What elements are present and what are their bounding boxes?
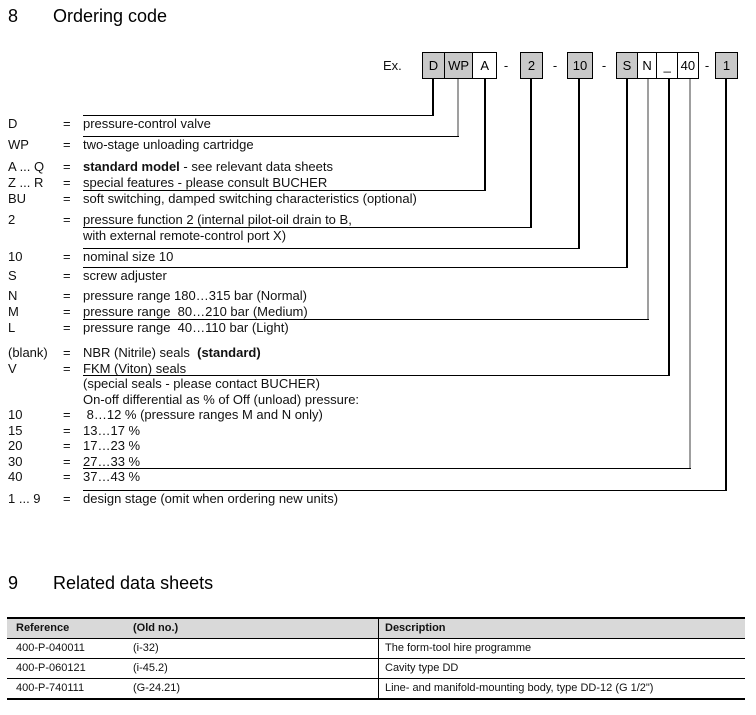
related-data-sheets-table	[7, 617, 745, 700]
cell-description: Cavity type DD	[385, 662, 459, 674]
equals-sign: =	[63, 137, 71, 152]
row-code: V	[8, 361, 17, 376]
equals-sign: =	[63, 191, 71, 206]
code-box-n: N	[637, 52, 658, 79]
row-description: 8…12 % (pressure ranges M and N only)	[83, 407, 323, 422]
row-description: special features - please consult BUCHER	[83, 175, 328, 190]
section-8-number: 8	[8, 6, 19, 26]
equals-sign: =	[63, 345, 71, 360]
code-box-2: 2	[520, 52, 543, 79]
equals-sign: =	[63, 175, 71, 190]
ordering-row-function2	[0, 196, 756, 227]
ordering-row-diff-30	[0, 438, 756, 469]
table-column-divider	[378, 619, 379, 698]
equals-sign: =	[63, 249, 71, 264]
equals-sign: =	[63, 268, 71, 283]
ordering-row-m	[0, 288, 756, 319]
code-separator-4: -	[704, 58, 710, 73]
ordering-row-d	[0, 100, 756, 131]
equals-sign: =	[63, 469, 71, 484]
ordering-row-diff-10	[0, 391, 756, 422]
equals-sign: =	[63, 491, 71, 506]
row-description: 13…17 %	[83, 423, 141, 438]
ordering-row-l	[0, 304, 756, 335]
ordering-row-v-seals-line2	[0, 360, 756, 391]
table-row	[7, 659, 745, 679]
row-code: 30	[8, 454, 23, 469]
code-box-40: 40	[677, 52, 699, 79]
row-code: 15	[8, 423, 23, 438]
code-box-s: S	[616, 52, 638, 79]
ordering-row-size10	[0, 233, 756, 264]
ordering-row-diff-20	[0, 422, 756, 453]
code-box-a: A	[472, 52, 497, 79]
code-box-d: D	[422, 52, 445, 79]
row-description: two-stage unloading cartridge	[83, 137, 254, 152]
cell-old-no: (i-45.2)	[133, 662, 168, 674]
cell-old-no: (G-24.21)	[133, 682, 181, 694]
row-description: pressure range 80…210 bar (Medium)	[83, 304, 308, 319]
code-separator-2: -	[552, 58, 558, 73]
row-code: L	[8, 320, 16, 335]
code-box-group-1	[422, 52, 497, 79]
equals-sign: =	[63, 159, 71, 174]
row-code: Z ... R	[8, 175, 44, 190]
code-box-group-5	[715, 52, 738, 79]
table-row	[7, 679, 745, 698]
equals-sign: =	[63, 423, 71, 438]
row-code: 10	[8, 249, 23, 264]
section-9-number: 9	[8, 573, 19, 593]
row-description-rest: - see relevant data sheets	[179, 159, 333, 174]
row-description-bold: standard model	[83, 159, 180, 174]
row-code: S	[8, 268, 17, 283]
row-description: On-off differential as % of Off (unload) pressure:	[83, 392, 360, 407]
code-separator-1: -	[503, 58, 509, 73]
cell-reference: 400-P-060121	[16, 662, 86, 674]
row-description: pressure function 2 (internal pilot-oil drain to B,	[83, 212, 352, 227]
code-box-group-2	[520, 52, 543, 79]
ordering-row-aq	[0, 143, 756, 174]
table-row	[7, 639, 745, 659]
cell-old-no: (i-32)	[133, 642, 159, 654]
code-box-group-3	[567, 52, 593, 79]
header-old-no: (Old no.)	[133, 622, 179, 634]
ordering-row-s	[0, 252, 756, 283]
equals-sign: =	[63, 304, 71, 319]
section-8-title: Ordering code	[53, 6, 168, 26]
table-header-row	[7, 619, 745, 639]
row-description: 27…33 %	[83, 454, 141, 469]
row-code: M	[8, 304, 19, 319]
section-9-heading	[8, 571, 213, 595]
row-code: 20	[8, 438, 23, 453]
code-box-1: 1	[715, 52, 738, 79]
row-description: soft switching, damped switching characteristics (optional)	[83, 191, 417, 206]
row-code: WP	[8, 137, 29, 152]
code-separator-3: -	[601, 58, 607, 73]
ordering-row-differential-header	[0, 376, 756, 407]
equals-sign: =	[63, 212, 71, 227]
row-code: A ... Q	[8, 159, 45, 174]
row-description: design stage (omit when ordering new units)	[83, 491, 339, 506]
ordering-row-design-stage	[0, 475, 756, 506]
row-description: pressure range 40…110 bar (Light)	[83, 320, 289, 335]
ordering-row-v-seals	[0, 345, 756, 376]
section-8-heading	[8, 4, 167, 28]
row-code: 2	[8, 212, 16, 227]
row-code: (blank)	[8, 345, 48, 360]
ordering-row-zr	[0, 159, 756, 190]
header-reference: Reference	[16, 622, 70, 634]
code-box-group-4	[616, 52, 699, 79]
row-description-bold: (standard)	[197, 345, 261, 360]
row-description: FKM (Viton) seals	[83, 361, 187, 376]
example-label: Ex.	[383, 58, 402, 73]
ordering-row-diff-40	[0, 453, 756, 484]
row-code: D	[8, 116, 18, 131]
equals-sign: =	[63, 361, 71, 376]
cell-reference: 400-P-740111	[16, 682, 85, 694]
row-code: 10	[8, 407, 23, 422]
code-box-10: 10	[567, 52, 593, 79]
ordering-row-wp	[0, 121, 756, 152]
ordering-row-diff-15	[0, 407, 756, 438]
equals-sign: =	[63, 454, 71, 469]
equals-sign: =	[63, 288, 71, 303]
header-description: Description	[385, 622, 446, 634]
equals-sign: =	[63, 116, 71, 131]
row-code: 40	[8, 469, 23, 484]
row-description: 37…43 %	[83, 469, 141, 484]
cell-reference: 400-P-040011	[16, 642, 85, 654]
row-code: 1 ... 9	[8, 491, 41, 506]
row-description: pressure range 180…315 bar (Normal)	[83, 288, 307, 303]
equals-sign: =	[63, 438, 71, 453]
row-description: pressure-control valve	[83, 116, 211, 131]
row-code: N	[8, 288, 18, 303]
section-9-title: Related data sheets	[53, 573, 214, 593]
code-box-blank: _	[656, 52, 678, 79]
equals-sign: =	[63, 320, 71, 335]
row-description: screw adjuster	[83, 268, 167, 283]
row-description: 17…23 %	[83, 438, 141, 453]
row-description: nominal size 10	[83, 249, 174, 264]
cell-description: The form-tool hire programme	[385, 642, 532, 654]
row-code: BU	[8, 191, 27, 206]
code-box-wp: WP	[444, 52, 474, 79]
equals-sign: =	[63, 407, 71, 422]
ordering-row-function2-line2	[0, 212, 756, 243]
row-description-line2: with external remote-control port X)	[83, 228, 287, 243]
cell-description: Line- and manifold-mounting body, type DD-12 (G 1/2")	[385, 682, 654, 694]
row-description-line2: (special seals - please contact BUCHER)	[83, 376, 320, 391]
ordering-row-n	[0, 272, 756, 303]
row-description-text: NBR (Nitrile) seals	[83, 345, 198, 360]
ordering-row-bu	[0, 175, 756, 206]
ordering-row-blank-seals	[0, 329, 756, 360]
